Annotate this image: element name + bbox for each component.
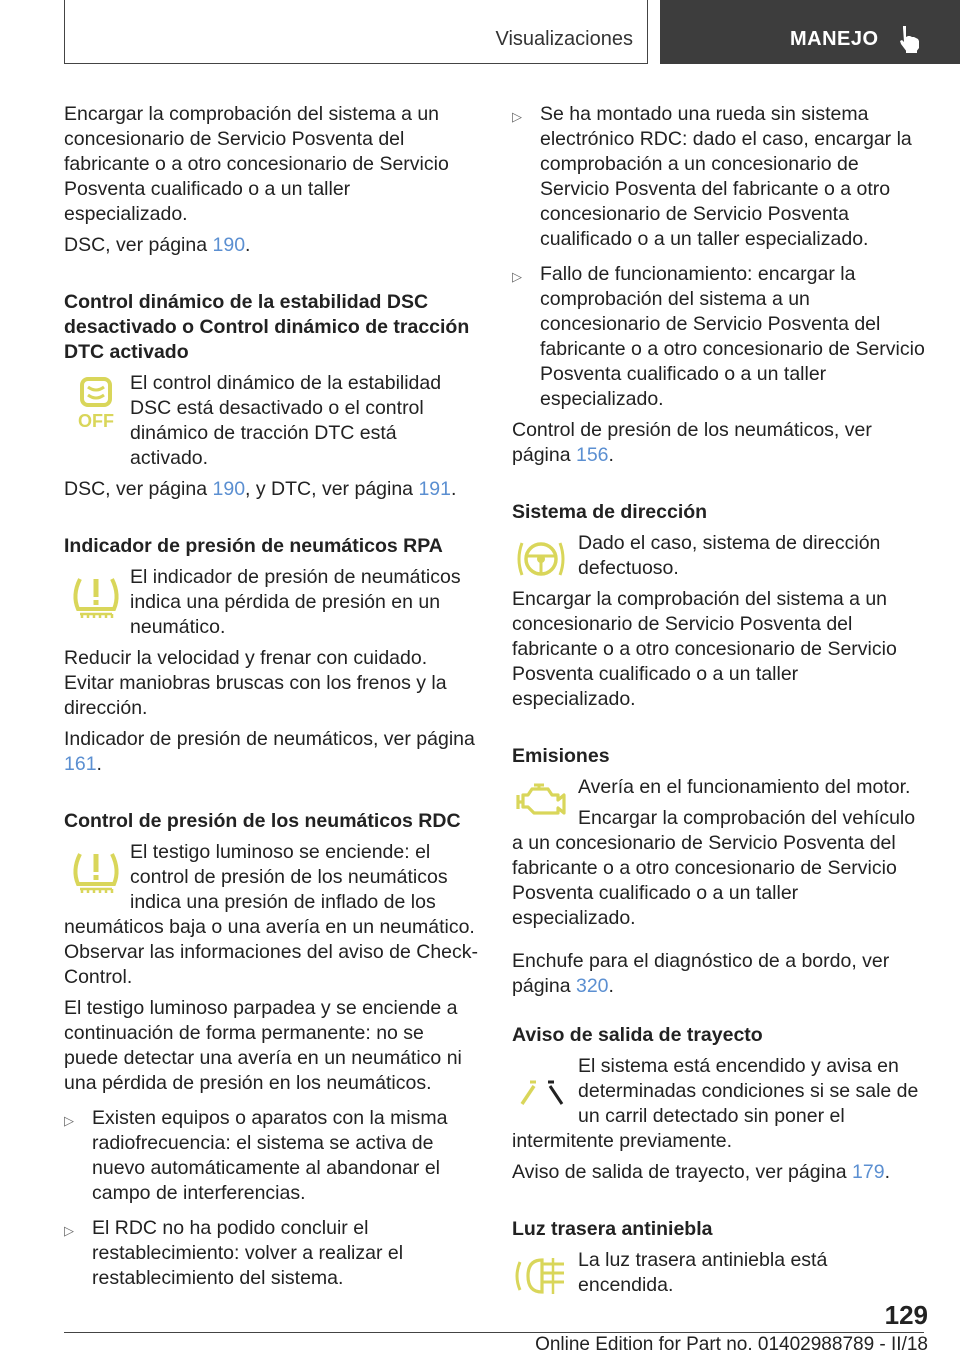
emissions-indicator-row bbox=[512, 775, 926, 931]
steering-icon-box bbox=[512, 531, 578, 583]
page-link[interactable]: 156 bbox=[575, 444, 609, 466]
triangle-bullet-icon: ▷ bbox=[64, 1223, 74, 1238]
rear-fog-light-icon bbox=[514, 1254, 570, 1298]
tire-pressure-icon-box bbox=[64, 565, 130, 637]
right-column bbox=[512, 102, 926, 1300]
header-section-title: Visualizaciones bbox=[495, 28, 633, 50]
section-heading-rdc: Control de presión de los neumáticos RDC bbox=[64, 810, 461, 832]
footer-divider bbox=[64, 1332, 924, 1333]
list-item: ▷ Fallo de funcionamiento: encargar la comprobación del sistema a un concesionario de Servicio Posventa del fabricante o a otro concesionario de Servicio Posventa cualificado o a un taller especializado. bbox=[512, 263, 925, 410]
lane-icon-box bbox=[512, 1054, 578, 1120]
engine-icon-box bbox=[512, 775, 578, 827]
header-chapter-title: MANEJO bbox=[790, 28, 879, 50]
page-link[interactable]: 320 bbox=[575, 975, 609, 997]
list-item: ▷ Se ha montado una rueda sin sistema electrónico RDC: dado el caso, encargar la comprobación a un concesionario de Servicio Posventa del fabricante o a otro concesionario de Servicio Posventa cualificado o a un taller especializado. bbox=[512, 103, 912, 250]
fog-indicator-row bbox=[512, 1248, 926, 1298]
section-heading-fog: Luz trasera antiniebla bbox=[512, 1218, 713, 1240]
page-reference: Enchufe para el diagnóstico de a bordo, ver página 320. bbox=[512, 950, 890, 997]
header-chapter-box bbox=[660, 0, 960, 64]
rpa-indicator-row bbox=[64, 565, 478, 640]
engine-check-icon bbox=[514, 783, 568, 819]
tire-pressure-icon bbox=[68, 844, 124, 900]
dsc-off-icon bbox=[68, 375, 124, 435]
page-link[interactable]: 161 bbox=[64, 753, 97, 775]
paragraph: Encargar la comprobación del sistema a un concesionario de Servicio Posventa del fabricante o a otro concesionario de Servicio Posventa cualificado o a un taller especializado. bbox=[64, 103, 449, 225]
page-reference: DSC, ver página 190. bbox=[64, 234, 251, 256]
header-section-box bbox=[64, 0, 648, 64]
list-item: ▷ El RDC no ha podido concluir el restablecimiento: volver a realizar el restablecimiento del sistema. bbox=[64, 1217, 404, 1289]
steering-action: Encargar la comprobación del sistema a un concesionario de Servicio Posventa del fabricante o a otro concesionario de Servicio Posventa cualificado o a un taller especializado. bbox=[512, 588, 897, 710]
page-link[interactable]: 190 bbox=[212, 234, 246, 256]
rdc-indicator-row bbox=[64, 840, 478, 990]
footer-edition: Online Edition for Part no. 01402988789 - II/18 bbox=[535, 1334, 928, 1355]
section-heading-steering: Sistema de dirección bbox=[512, 501, 708, 523]
tire-pressure-icon bbox=[68, 569, 124, 625]
tire-pressure-icon-box bbox=[64, 840, 130, 914]
lane-departure-icon bbox=[514, 1076, 568, 1112]
section-heading-lane: Aviso de salida de trayecto bbox=[512, 1024, 763, 1046]
rpa-description: El indicador de presión de neumáticos indica una pérdida de presión en un neumático. bbox=[130, 566, 461, 638]
section-heading-emissions: Emisiones bbox=[512, 745, 610, 767]
triangle-bullet-icon: ▷ bbox=[64, 1113, 74, 1128]
triangle-bullet-icon: ▷ bbox=[512, 109, 522, 124]
page-link[interactable]: 179 bbox=[852, 1161, 885, 1183]
triangle-bullet-icon: ▷ bbox=[512, 269, 522, 284]
paragraph: Reducir la velocidad y frenar con cuidado. Evitar maniobras bruscas con los frenos y la dirección. bbox=[64, 647, 447, 719]
steering-indicator-row bbox=[512, 531, 926, 712]
fog-description: La luz trasera antiniebla está encendida. bbox=[578, 1249, 828, 1296]
page-reference: Control de presión de los neumáticos, ver página 156. bbox=[512, 419, 872, 466]
emissions-action: Encargar la comprobación del vehículo a un concesionario de Servicio Posventa del fabricante o a otro concesionario de Servicio Posventa cualificado o a un taller especializado. bbox=[512, 807, 916, 929]
page-link[interactable]: 191 bbox=[418, 478, 451, 500]
page-link[interactable]: 190 bbox=[212, 478, 246, 500]
pointing-hand-icon bbox=[896, 24, 924, 54]
page-reference: DSC, ver página 190, y DTC, ver página 191. bbox=[64, 478, 457, 500]
steering-wheel-warning-icon bbox=[514, 537, 568, 581]
steering-description: Dado el caso, sistema de dirección defectuoso. bbox=[578, 532, 881, 579]
section-heading-dsc: Control dinámico de la estabilidad DSC desactivado o Control dinámico de tracción DTC activado bbox=[64, 291, 470, 363]
svg-text:OFF: OFF bbox=[78, 411, 114, 431]
page-reference: Aviso de salida de trayecto, ver página 179. bbox=[512, 1161, 890, 1183]
lane-indicator-row bbox=[512, 1054, 926, 1154]
dsc-off-icon-box bbox=[64, 371, 130, 451]
dsc-indicator-row bbox=[64, 371, 478, 471]
dsc-description: El control dinámico de la estabilidad DSC está desactivado o el control dinámico de tracción DTC está activado. bbox=[130, 372, 442, 469]
page-number: 129 bbox=[884, 1300, 928, 1330]
paragraph: El testigo luminoso parpadea y se enciende a continuación de forma permanente: no se puede detectar una avería en un neumático ni una pérdida de presión en los neumáticos. bbox=[64, 997, 462, 1094]
list-item: ▷ Existen equipos o aparatos con la misma radiofrecuencia: el sistema se activa de nuevo automáticamente al abandonar el campo de interferencias. bbox=[64, 1107, 448, 1204]
emissions-description: Avería en el funcionamiento del motor. bbox=[578, 776, 911, 798]
lane-description: El sistema está encendido y avisa en determinadas condiciones si se sale de un carril detectado sin poner el intermitente previamente. bbox=[512, 1055, 919, 1152]
fog-icon-box bbox=[512, 1248, 578, 1300]
rdc-description: El testigo luminoso se enciende: el control de presión de los neumáticos indica una presión de inflado de los neumáticos baja o una avería en un neumático. Observar las informaciones del aviso de Check-Control. bbox=[64, 841, 479, 988]
left-column bbox=[64, 102, 478, 1291]
section-heading-rpa: Indicador de presión de neumáticos RPA bbox=[64, 535, 443, 557]
page-reference: Indicador de presión de neumáticos, ver página 161. bbox=[64, 728, 475, 775]
